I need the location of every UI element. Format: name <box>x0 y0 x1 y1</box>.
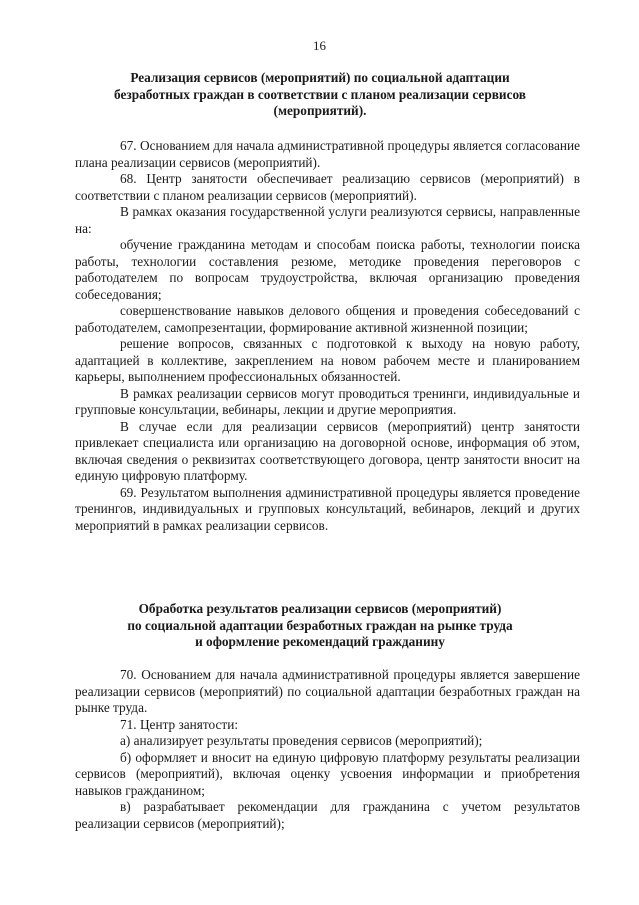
heading-line: Реализация сервисов (мероприятий) по социальной адаптации <box>130 70 510 85</box>
paragraph-71: 71. Центр занятости: <box>120 716 239 732</box>
section-body-results-processing <box>75 667 580 832</box>
paragraph-trainings: В рамках реализации сервисов могут проводиться тренинги, индивидуальные и групповые консультации, вебинары, лекции и другие мероприятия. <box>75 385 580 417</box>
paragraph-contracted-specialist: В случае если для реализации сервисов (мероприятий) центр занятости привлекает специалиста или организацию на договорной основе, информация об этом, включая сведения о реквизитах соответствующего договора, центр занятости вносит на единую цифровую платформу. <box>75 418 580 483</box>
heading-line: по социальной адаптации безработных граждан на рынке труда <box>127 617 513 633</box>
paragraph-69: 69. Результатом выполнения административной процедуры является проведение тренингов, индивидуальных и групповых консультаций, вебинаров, лекций и других мероприятий в рамках реализации сервисов. <box>75 484 580 533</box>
paragraph-communication-skills: совершенствование навыков делового общения и проведения собеседований с работодателем, самопрезентации, формирование активной жизненной позиции; <box>75 303 580 335</box>
heading-line: Обработка результатов реализации сервисов (мероприятий) <box>138 601 502 616</box>
paragraph-71-b: б) оформляет и вносит на единую цифровую платформу результаты реализации сервисов (мероприятий), включая оценку усвоения информации и приобретения навыков гражданином; <box>75 749 580 798</box>
heading-line: безработных граждан в соответствии с планом реализации сервисов <box>114 86 526 102</box>
paragraph-71-a: а) анализирует результаты проведения сервисов (мероприятий); <box>120 733 483 748</box>
section-heading-social-adaptation <box>60 70 580 120</box>
section-heading-results-processing <box>60 601 580 651</box>
paragraph-70: 70. Основанием для начала административной процедуры является завершение реализации сервисов (мероприятий) по социальной адаптации безработных граждан на рынке труда. <box>75 667 580 715</box>
section-body-social-adaptation <box>75 138 580 534</box>
heading-line: (мероприятий). <box>273 103 367 119</box>
paragraph-training-methods: обучение гражданина методам и способам поиска работы, технологии поиска работы, технологии составления резюме, методике проведения переговоров с работодателем по вопросам трудоустройства, включая организацию проведения собеседования; <box>75 237 580 302</box>
paragraph-68: 68. Центр занятости обеспечивает реализацию сервисов (мероприятий) в соответствии с планом реализации сервисов (мероприятий). <box>75 171 580 203</box>
paragraph-services-intro: В рамках оказания государственной услуги реализуются сервисы, направленные на: <box>75 204 580 236</box>
paragraph-67: 67. Основанием для начала административной процедуры является согласование плана реализации сервисов (мероприятий). <box>75 138 580 170</box>
heading-line: и оформление рекомендаций гражданину <box>195 634 445 650</box>
paragraph-new-job-adaptation: решение вопросов, связанных с подготовкой к выходу на новую работу, адаптацией в коллективе, закреплением на новом рабочем месте и планированием карьеры, выполнением профессиональных обязанностей. <box>75 336 580 384</box>
page-number: 16 <box>313 38 326 53</box>
paragraph-71-v: в) разрабатывает рекомендации для гражданина с учетом результатов реализации сервисов (мероприятий); <box>75 799 580 831</box>
